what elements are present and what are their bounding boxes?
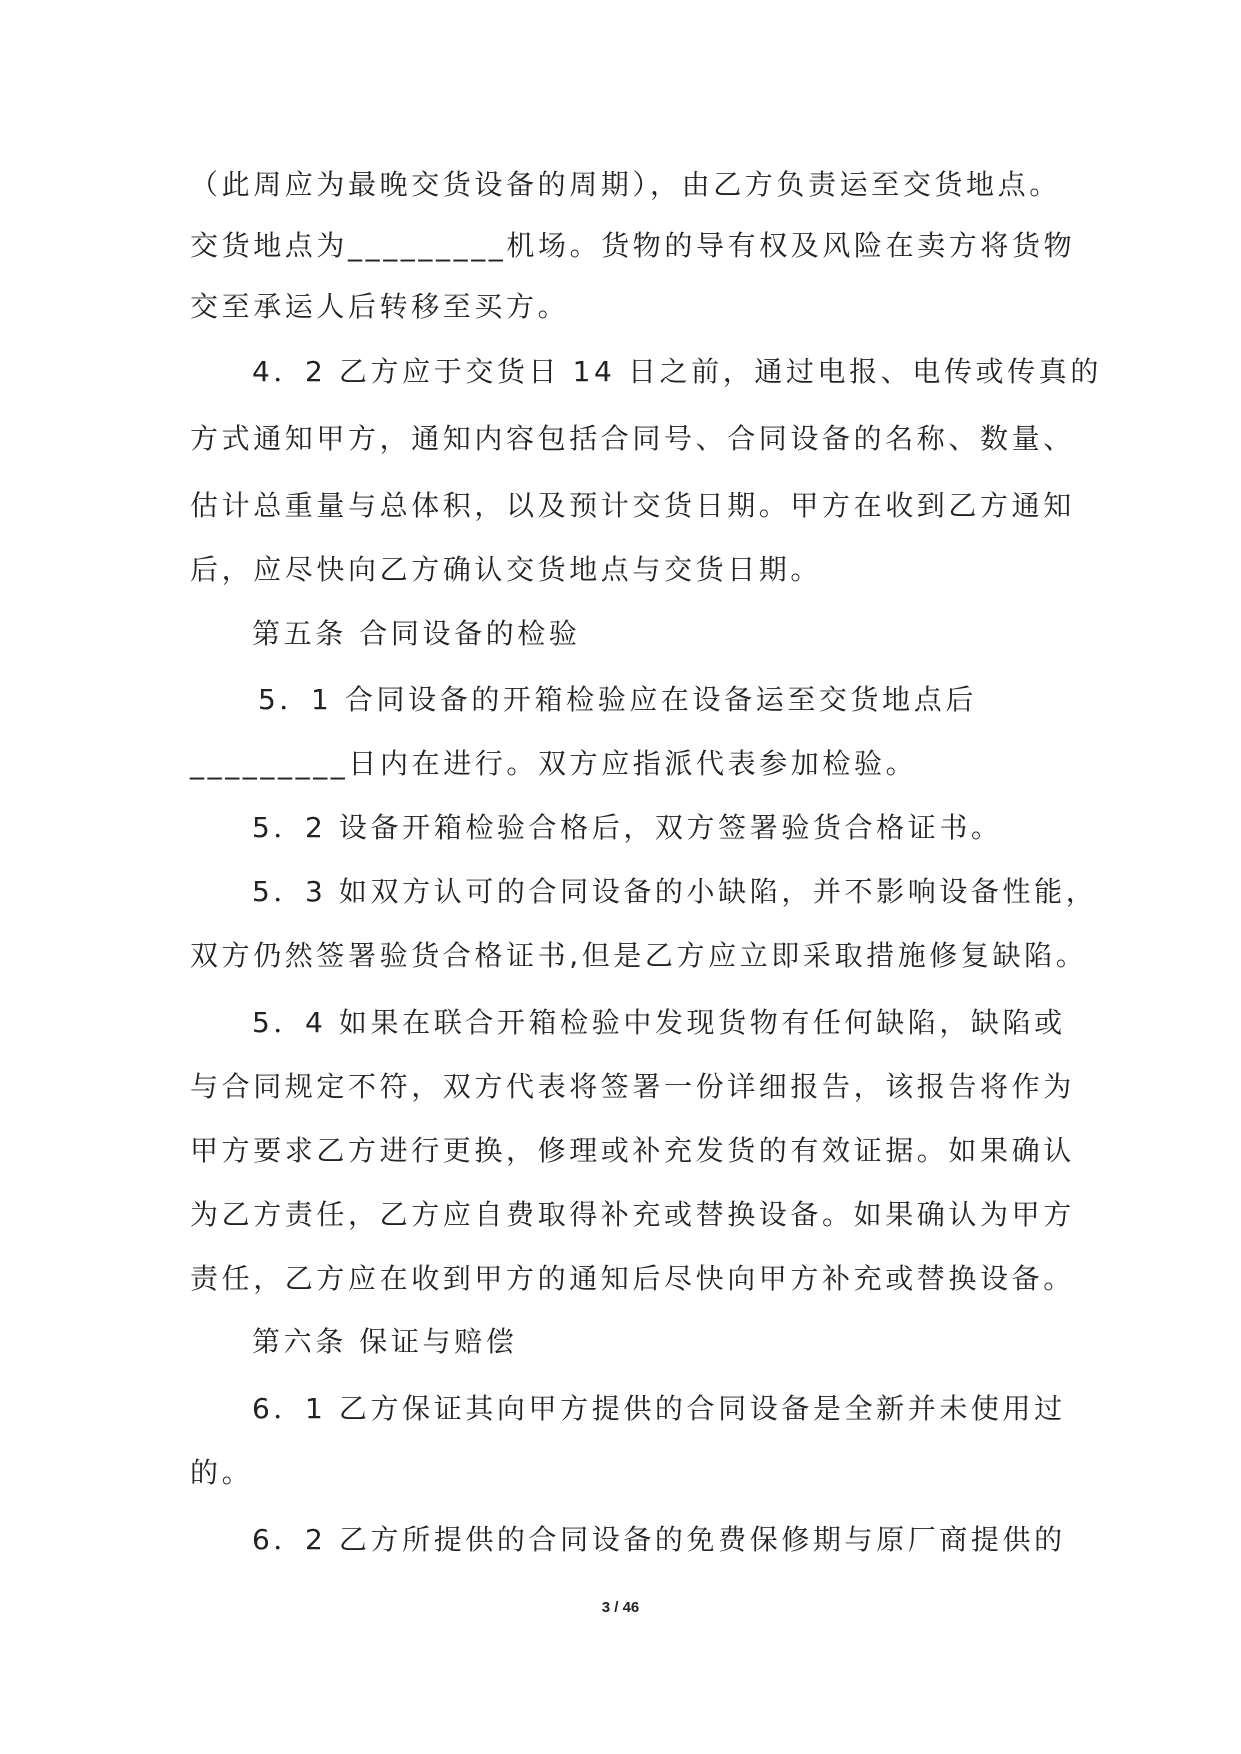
text-line: 与合同规定不符，双方代表将签署一份详细报告，该报告将作为: [190, 1070, 1075, 1103]
text-line: 双方仍然签署验货合格证书,但是乙方应立即采取措施修复缺陷。: [190, 939, 1088, 972]
text-line: 后，应尽快向乙方确认交货地点与交货日期。: [190, 553, 823, 586]
text-line: 甲方要求乙方进行更换，修理或补充发货的有效证据。如果确认: [190, 1134, 1075, 1167]
text-line: 估计总重量与总体积，以及预计交货日期。甲方在收到乙方通知: [190, 489, 1075, 522]
text-line: 4．2 乙方应于交货日 14 日之前，通过电报、电传或传真的: [252, 355, 1102, 388]
text-line: 6．1 乙方保证其向甲方提供的合同设备是全新并未使用过: [252, 1392, 1066, 1425]
text-line: 的。: [190, 1456, 254, 1489]
section-heading: 第五条 合同设备的检验: [252, 617, 581, 650]
text-line: 5．1 合同设备的开箱检验应在设备运至交货地点后: [258, 683, 977, 716]
text-line: _________日内在进行。双方应指派代表参加检验。: [190, 747, 918, 780]
text-line: 6．2 乙方所提供的合同设备的免费保修期与原厂商提供的: [252, 1523, 1066, 1556]
text-line: 5．2 设备开箱检验合格后，双方签署验货合格证书。: [252, 811, 1003, 844]
text-line: （此周应为最晚交货设备的周期），由乙方负责运至交货地点。: [190, 168, 1061, 201]
text-line: 5．4 如果在联合开箱检验中发现货物有任何缺陷，缺陷或: [252, 1006, 1066, 1039]
text-line: 交货地点为_________机场。货物的导有权及风险在卖方将货物: [190, 229, 1076, 262]
section-heading: 第六条 保证与赔偿: [252, 1325, 518, 1358]
text-line: 责任，乙方应在收到甲方的通知后尽快向甲方补充或替换设备。: [190, 1262, 1075, 1295]
text-line: 交至承运人后转移至买方。: [190, 290, 570, 323]
page-number: 3 / 46: [601, 1599, 640, 1616]
text-line: 5．3 如双方认可的合同设备的小缺陷，并不影响设备性能，: [252, 875, 1098, 908]
text-line: 方式通知甲方，通知内容包括合同号、合同设备的名称、数量、: [190, 422, 1075, 455]
text-line: 为乙方责任，乙方应自费取得补充或替换设备。如果确认为甲方: [190, 1198, 1075, 1231]
